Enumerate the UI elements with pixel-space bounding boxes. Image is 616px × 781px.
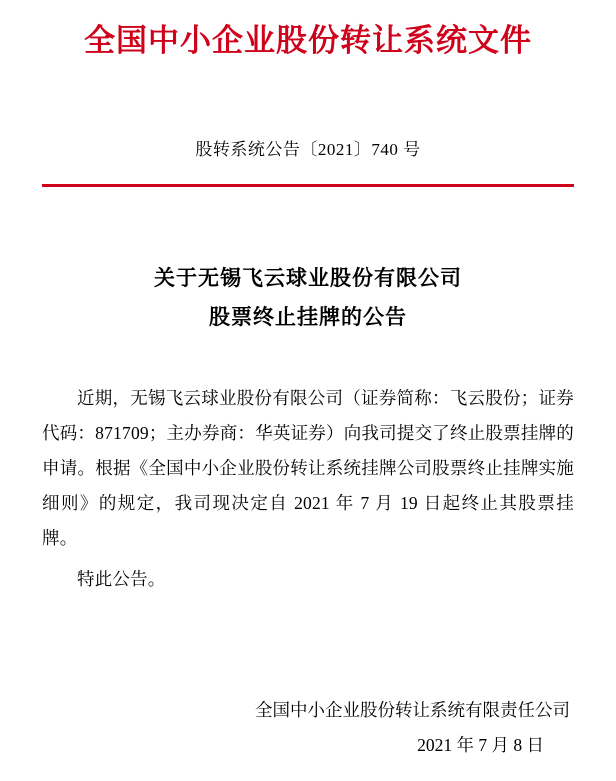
body-paragraph-2: 特此公告。 (77, 568, 166, 589)
document-header-title: 全国中小企业股份转让系统文件 (84, 23, 532, 58)
announcement-title-line-1: 关于无锡飞云球业股份有限公司 (154, 266, 462, 291)
signature-block (255, 693, 574, 763)
document-number: 股转系统公告〔2021〕740 号 (195, 140, 421, 160)
signature-organization: 全国中小企业股份转让系统有限责任公司 (255, 700, 570, 720)
signature-date: 2021 年 7 月 8 日 (417, 735, 544, 755)
announcement-title (42, 259, 574, 337)
red-divider-rule (42, 184, 574, 187)
announcement-body (42, 381, 574, 597)
announcement-title-line-2: 股票终止挂牌的公告 (209, 305, 407, 330)
body-paragraph-1: 近期，无锡飞云球业股份有限公司（证券简称：飞云股份；证券代码：871709；主办券商：华英证券）向我司提交了终止股票挂牌的申请。根据《全国中小企业股份转让系统挂牌公司股票终止挂牌实施细则》的规定，我司现决定自 2021 年 7 月 19 日起终止其股票挂牌。 (42, 387, 574, 548)
